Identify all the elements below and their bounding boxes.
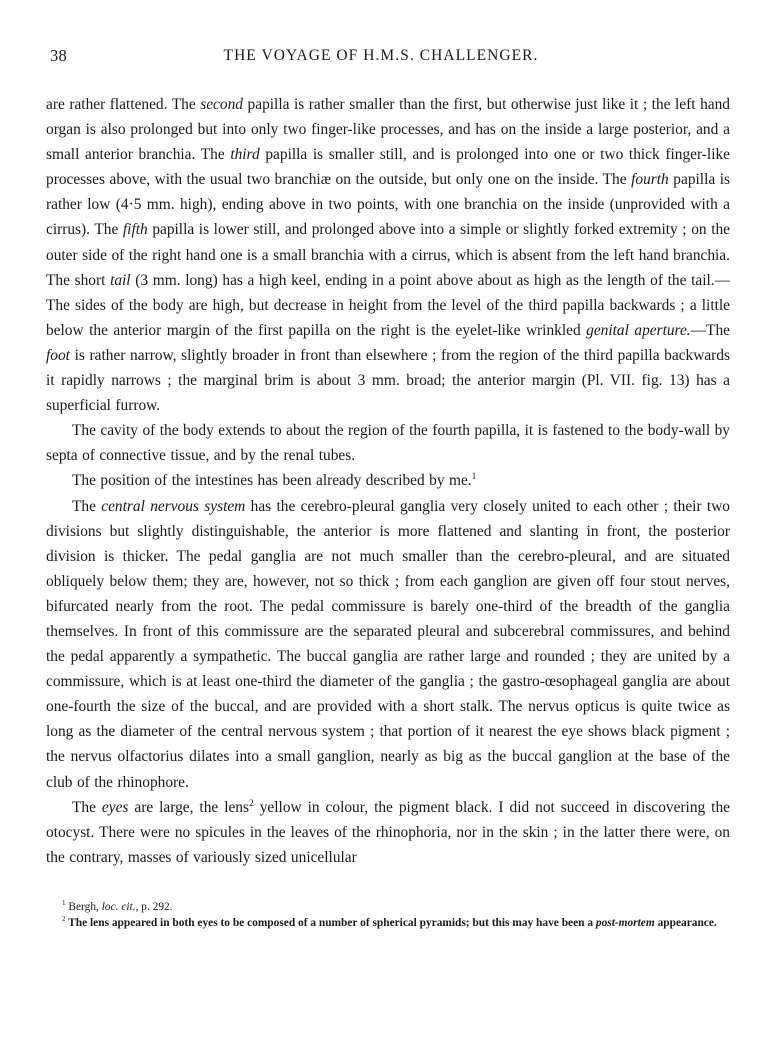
body-text (46, 92, 730, 870)
footnote: $^1$ Bergh, loc. cit., p. 292. (62, 899, 173, 913)
running-title: THE VOYAGE OF H.M.S. CHALLENGER. (223, 47, 539, 64)
paragraph: are rather flattened. The second papilla is rather smaller than the first, but otherwise just like it ; the left hand organ is also prolonged but into only two finger-like processes, and has on the inside a large posterior, and a small anterior branchia. The third papilla is smaller still, and is prolonged into one or two thick finger-like processes above, with the usual two branchiæ on the outside, but only one on the inside. The fourth papilla is rather low (4·5 mm. high), ending above in two points, with one branchia on the inside (unprovided with a cirrus). The fifth papilla is lower still, and prolonged above into a simple or slightly forked extremity ; on the outer side of the right hand one is a small branchia with a cirrus, which is absent from the left hand branchia. The short tail (3 mm. long) has a high keel, ending in a point above about as high as the length of the tail.—The sides of the body are high, but decrease in height from the level of the third papilla backwards ; a little below the anterior margin of the first papilla on the right is the eyelet-like wrinkled genital aperture.—The foot is rather narrow, slightly broader in front than elsewhere ; from the region of the third papilla backwards it rapidly narrows ; the marginal brim is about 3 mm. broad; the anterior margin (Pl. VII. fig. 13) has a superficial furrow. (46, 96, 731, 415)
footnote: $^2$ The lens appeared in both eyes to be composed of a number of spherical pyramids; but this may have been a post-mortem appearance. (62, 915, 717, 930)
page-number: 38 (50, 46, 67, 65)
paragraph: The cavity of the body extends to about the region of the fourth papilla, it is fastened to the body-wall by septa of connective tissue, and by the renal tubes. (46, 422, 730, 465)
page-header (46, 44, 730, 78)
footnote-block (46, 900, 730, 931)
paragraph: The central nervous system has the cerebro-pleural ganglia very closely united to each other ; their two divisions but slightly distinguishable, the anterior is more flattened and slanting in front, the posterior division is thicker. The pedal ganglia are not much smaller than the cerebro-pleural, and are situated obliquely below them; they are, however, not so thick ; from each ganglion are given off four stout nerves, bifurcated nearly from the root. The pedal commissure is barely one-third of the breadth of the ganglia themselves. In front of this commissure are the separated pleural and subcerebral commissures, and behind the pedal apparently a sympathetic. The buccal ganglia are rather large and rounded ; they are united by a commissure, which is at least one-third the diameter of the ganglia ; the gastro-œsophageal ganglia are about one-fourth the size of the buccal, and are provided with a short stalk. The nervus opticus is quite twice as long as the diameter of the central nervous system ; that portion of it nearest the eye shows black pigment ; the nervus olfactorius dilates into a small ganglion, nearly as big as the buccal ganglion at the base of the club of the rhinophore. (46, 497, 730, 791)
paragraph: The eyes are large, the lens$^2$ yellow in colour, the pigment black. I did not succeed in discovering the otocyst. There were no spicules in the leaves of the rhinophoria, nor in the skin ; in the latter there were, on the contrary, masses of variously sized unicellular (46, 797, 730, 866)
paragraph: The position of the intestines has been already described by me.$^1$ (72, 471, 477, 490)
